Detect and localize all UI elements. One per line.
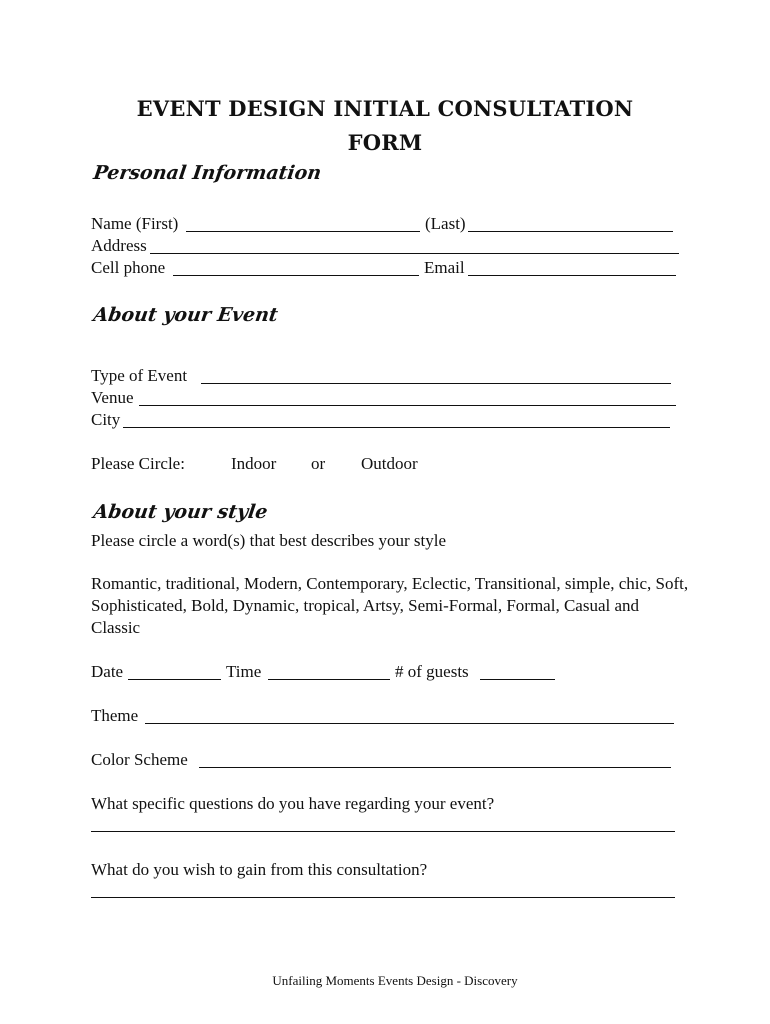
venue-label: Venue (91, 388, 134, 407)
question-gain-label: What do you wish to gain from this consultation? (91, 860, 428, 879)
email-field[interactable] (468, 275, 676, 276)
address-field[interactable] (150, 253, 679, 254)
section-heading-style: About your style (92, 501, 269, 523)
event-type-label: Type of Event (91, 366, 188, 385)
name-last-label: (Last) (425, 214, 466, 233)
color-scheme-label: Color Scheme (91, 750, 188, 769)
footer-text: Unfailing Moments Events Design - Discovery (272, 973, 518, 988)
name-first-label: Name (First) (91, 214, 179, 233)
option-or-text: or (311, 454, 326, 473)
option-outdoor[interactable]: Outdoor (361, 454, 418, 473)
theme-field[interactable] (145, 723, 674, 724)
guests-field[interactable] (480, 679, 555, 680)
date-field[interactable] (128, 679, 221, 680)
question-gain-field[interactable] (91, 897, 675, 898)
theme-label: Theme (91, 706, 139, 725)
address-label: Address (91, 236, 147, 255)
style-instruction: Please circle a word(s) that best describes your style (91, 531, 446, 550)
form-title-line-2: FORM (347, 130, 423, 155)
form-title-line-1: EVENT DESIGN INITIAL CONSULTATION (136, 96, 634, 121)
date-label: Date (91, 662, 124, 681)
section-heading-personal: Personal Information (92, 162, 323, 184)
color-scheme-field[interactable] (199, 767, 671, 768)
email-label: Email (424, 258, 465, 277)
section-heading-event: About your Event (92, 304, 280, 326)
style-word-list[interactable]: Romantic, traditional, Modern, Contemporary, Eclectic, Transitional, simple, chic, Soft, Sophisticated, Bold, Dynamic, tropical, Artsy, Semi-Formal, Formal, Casual and Classic (91, 574, 689, 637)
time-label: Time (226, 662, 262, 681)
name-last-field[interactable] (468, 231, 673, 232)
question-specific-field[interactable] (91, 831, 675, 832)
cell-phone-field[interactable] (173, 275, 419, 276)
name-first-field[interactable] (186, 231, 420, 232)
cell-phone-label: Cell phone (91, 258, 166, 277)
event-type-field[interactable] (201, 383, 671, 384)
please-circle-label: Please Circle: (91, 454, 185, 473)
guests-label: # of guests (395, 662, 469, 681)
city-field[interactable] (123, 427, 670, 428)
option-indoor[interactable]: Indoor (231, 454, 277, 473)
time-field[interactable] (268, 679, 390, 680)
question-specific-label: What specific questions do you have regarding your event? (91, 794, 495, 813)
venue-field[interactable] (139, 405, 676, 406)
city-label: City (91, 410, 121, 429)
